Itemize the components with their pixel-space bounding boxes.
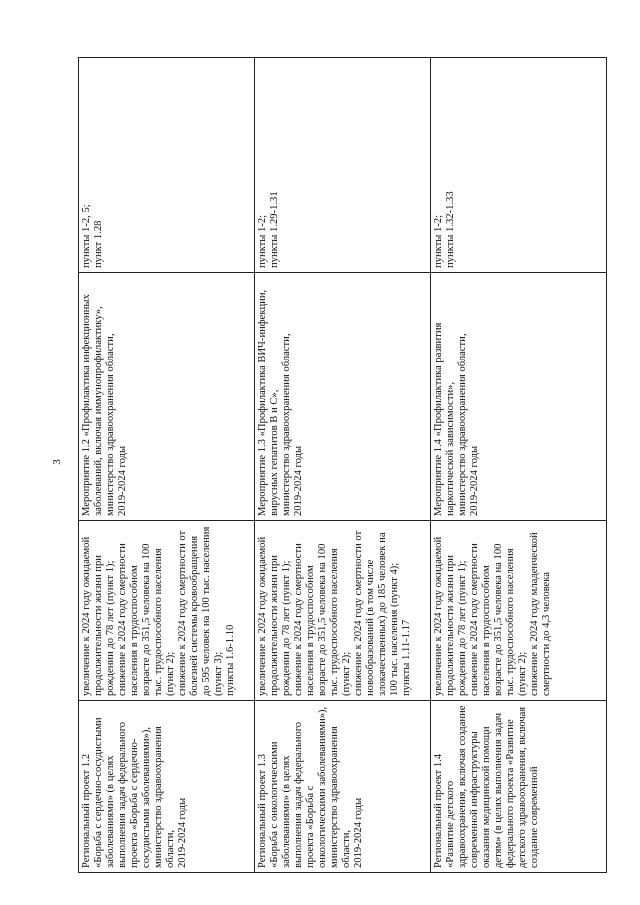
expected-results-cell: увеличение к 2024 году ожидаемой продолжительности жизни при рождении до 78 лет (пункт 1); снижение к 2024 году смертности населения в трудоспособном возрасте до 351,5 человека на 100 тыс. трудоспособного населения (пункт 2); снижение к 2024 году смертности от новообразований (в том числе злокачественных) до 185 человек на 100 тыс. населения (пункт 4); пункты 1.11-1.17 xyxy=(255,521,431,701)
indicator-points-cell: пункты 1-2; пункты 1.29-1.31 xyxy=(255,58,431,273)
table-row xyxy=(255,58,431,873)
indicator-points-cell: пункты 1-2; пункты 1.32-1.33 xyxy=(431,58,607,273)
table-row xyxy=(79,58,255,873)
regional-project-cell: Региональный проект 1.4 «Развитие детского здравоохранения, включая создание современной инфраструктуры оказания медицинской помощи детям» (в целях выполнения задач федерального проекта «Развитие детского здравоохранения, включая создание современной xyxy=(431,701,607,873)
regional-project-cell: Региональный проект 1.2 «Борьба с сердечно-сосудистыми заболеваниями» (в целях выполнения задач федерального проекта «Борьба с сердечно-сосудистыми заболеваниями»), министерство здравоохранения области, 2019-2024 годы xyxy=(79,701,255,873)
measure-cell: Мероприятие 1.2 «Профилактика инфекционных заболеваний, включая иммунопрофилактику», министерство здравоохранения области, 2019-2024 годы xyxy=(79,273,255,521)
expected-results-cell: увеличение к 2024 году ожидаемой продолжительности жизни при рождении до 78 лет (пункт 1); снижение к 2024 году смертности населения в трудоспособном возрасте до 351,5 человека на 100 тыс. трудоспособного населения (пункт 2); снижение к 2024 году смертности от болезней системы кровообращения до 595 человек на 100 тыс. населения (пункт 3); пункты 1.6-1.10 xyxy=(79,521,255,701)
program-table xyxy=(78,57,607,873)
page-number: 3 xyxy=(50,459,63,465)
indicator-points-cell: пункты 1-2, 5; пункт 1.28 xyxy=(79,58,255,273)
table-row xyxy=(431,58,607,873)
program-table-page xyxy=(78,58,606,873)
measure-cell: Мероприятие 1.3 «Профилактика ВИЧ-инфекции, вирусных гепатитов В и С», министерство здравоохранения области, 2019-2024 годы xyxy=(255,273,431,521)
measure-cell: Мероприятие 1.4 «Профилактика развития наркотической зависимости», министерство здравоохранения области, 2019-2024 годы xyxy=(431,273,607,521)
expected-results-cell: увеличение к 2024 году ожидаемой продолжительности жизни при рождении до 78 лет (пункт 1); снижение к 2024 году смертности населения в трудоспособном возрасте до 351,5 человека на 100 тыс. трудоспособного населения (пункт 2); снижение к 2024 году младенческой смертности до 4,3 человека xyxy=(431,521,607,701)
regional-project-cell: Региональный проект 1.3 «Борьба с онкологическими заболеваниями» (в целях выполнения задач федерального проекта «Борьба с онкологическими заболеваниями»), министерство здравоохранения области, 2019-2024 годы xyxy=(255,701,431,873)
